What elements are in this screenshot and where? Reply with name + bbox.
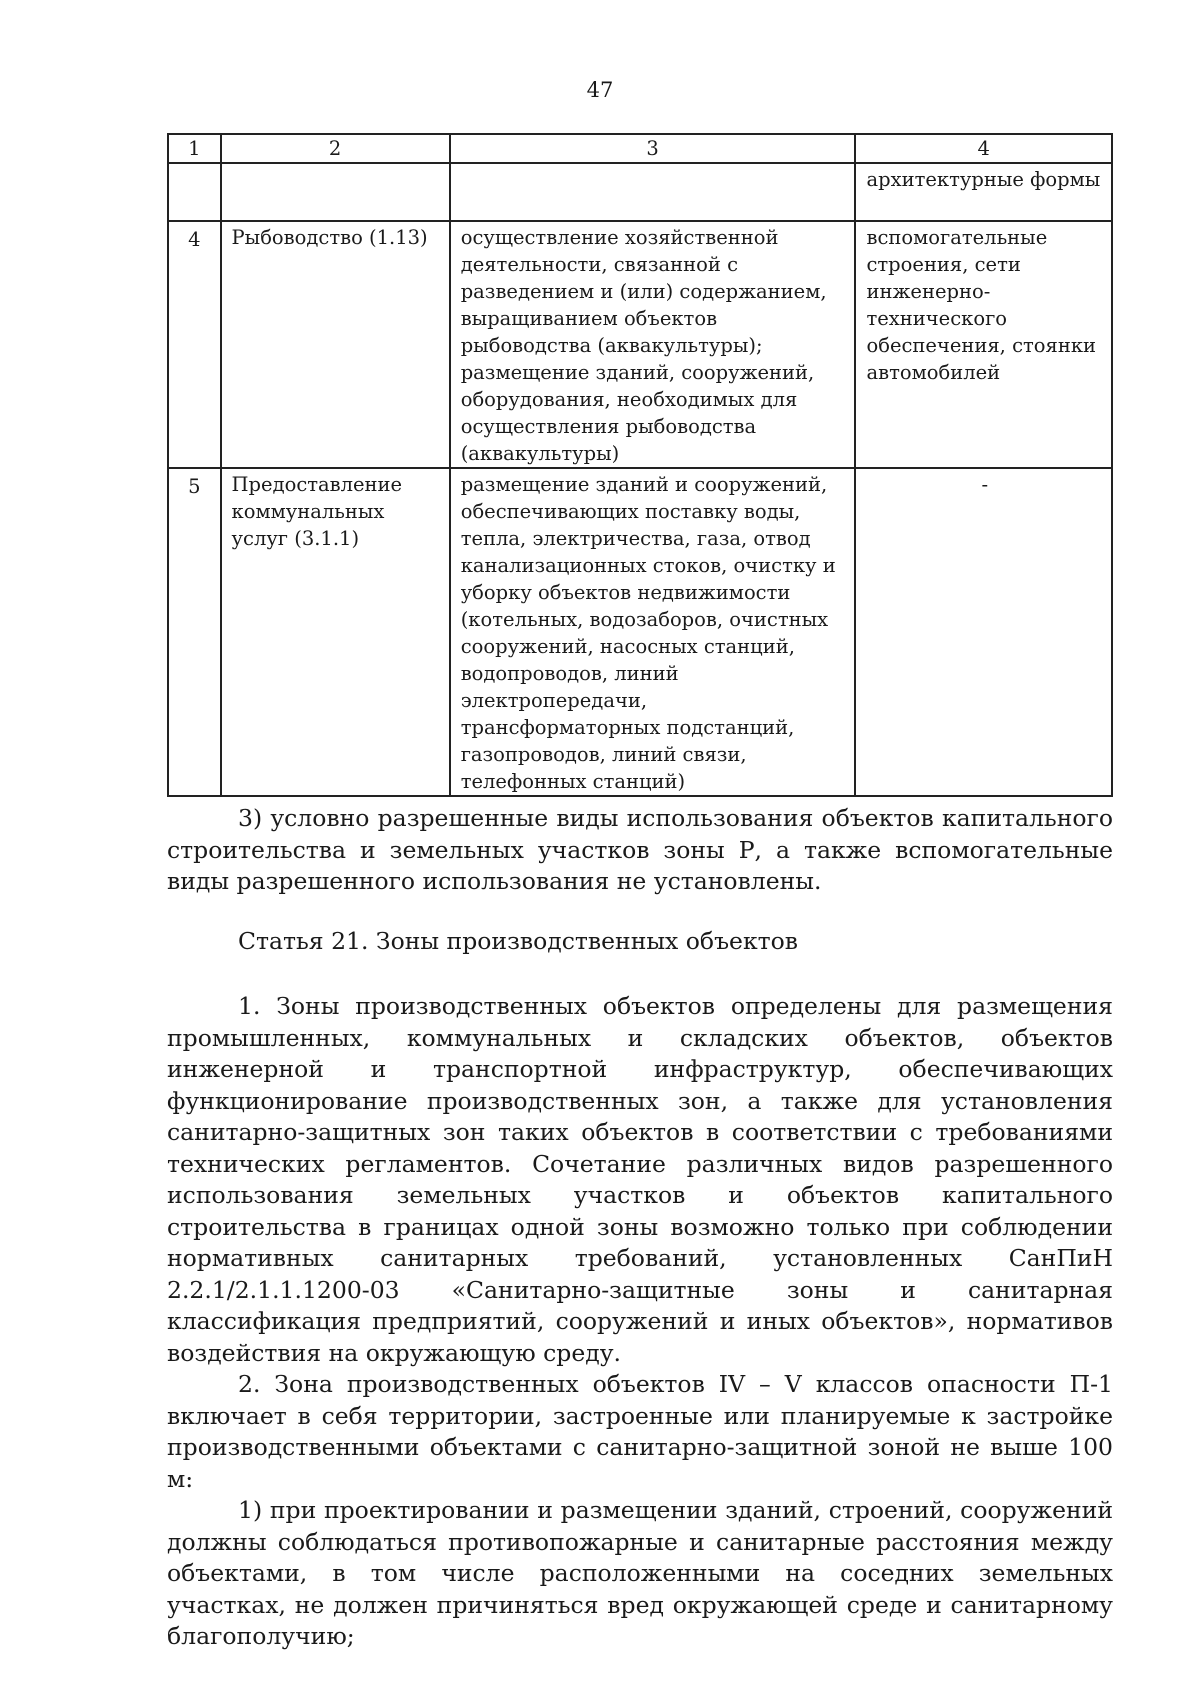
- page-number: 47: [586, 78, 614, 102]
- row-auxiliary-text: вспомогательные строения, сети инженерно-технического обеспечения, стоянки автомобилей: [866, 226, 1097, 384]
- row-description: [450, 468, 856, 796]
- article-heading: Статья 21. Зоны производственных объектов: [238, 927, 799, 955]
- table-header-row: [168, 134, 1112, 163]
- table-row: [168, 163, 1112, 221]
- header-col-4: 4: [855, 134, 1112, 163]
- paragraph-zone-p1: 2. Зона производственных объектов IV – V классов опасности П-1 включает в себя территории, застроенные или планируемые к застройке производственными объектами с санитарно-защитной зоной не выше 100 м:: [167, 1370, 1113, 1493]
- article-body: [167, 991, 1113, 1653]
- header-col-3: 3: [450, 134, 856, 163]
- paragraph-design-rules: 1) при проектировании и размещении зданий, строений, сооружений должны соблюдаться противопожарные и санитарные расстояния между объектами, в том числе расположенными на соседних земельных участках, не должен причиняться вред окружающей среде и санитарному благополучию;: [167, 1496, 1113, 1650]
- row-description: [450, 221, 856, 468]
- row-use-name: [221, 468, 450, 796]
- row-description: [450, 163, 856, 221]
- table-row: [168, 468, 1112, 796]
- row-number: 4: [168, 221, 221, 468]
- paragraph-text: 3) условно разрешенные виды использования объектов капитального строительства и земельных участков зоны Р, а также вспомогательные виды разрешенного использования не установлены.: [167, 804, 1113, 895]
- table-row: [168, 221, 1112, 468]
- row-use-name: [221, 221, 450, 468]
- row-use-name-text: Предоставление коммунальных услуг (3.1.1): [231, 473, 403, 550]
- row-description-text: размещение зданий и сооружений, обеспечивающих поставку воды, тепла, электричества, газа, отвод канализационных стоков, очистку и уборку объектов недвижимости (котельных, водозаборов, очистных сооружений, насосных станций, водопроводов, линий электропередачи, трансформаторных подстанций, газопроводов, линий связи, телефонных станций): [460, 473, 836, 793]
- header-col-1: 1: [168, 134, 221, 163]
- row-number: [168, 163, 221, 221]
- paragraph-production-zones: 1. Зоны производственных объектов определены для размещения промышленных, коммунальных и складских объектов, объектов инженерной и транспортной инфраструктур, обеспечивающих функционирование производственных зон, а также для установления санитарно-защитных зон таких объектов в соответствии с требованиями технических регламентов. Сочетание различных видов разрешенного использования земельных участков и объектов капитального строительства в границах одной зоны возможно только при соблюдении нормативных санитарных требований, установленных СанПиН 2.2.1/2.1.1.1200-03 «Санитарно-защитные зоны и санитарная классификация предприятий, сооружений и иных объектов», нормативов воздействия на окружающую среду.: [167, 992, 1113, 1367]
- row-auxiliary-text: -: [981, 473, 989, 496]
- row-auxiliary-uses: [855, 221, 1112, 468]
- permitted-use-table: [167, 133, 1113, 797]
- row-use-name-text: Рыбоводство (1.13): [231, 226, 428, 249]
- conditional-uses-paragraph: [167, 803, 1113, 898]
- row-auxiliary-uses: [855, 163, 1112, 221]
- row-auxiliary-text: архитектурные формы: [866, 168, 1101, 191]
- row-use-name: [221, 163, 450, 221]
- row-description-text: осуществление хозяйственной деятельности, связанной с разведением и (или) содержанием, выращиванием объектов рыбоводства (аквакультуры); размещение зданий, сооружений, оборудования, необходимых для осуществления рыбоводства (аквакультуры): [460, 226, 827, 465]
- row-number: 5: [168, 468, 221, 796]
- header-col-2: 2: [221, 134, 450, 163]
- row-auxiliary-uses: [855, 468, 1112, 796]
